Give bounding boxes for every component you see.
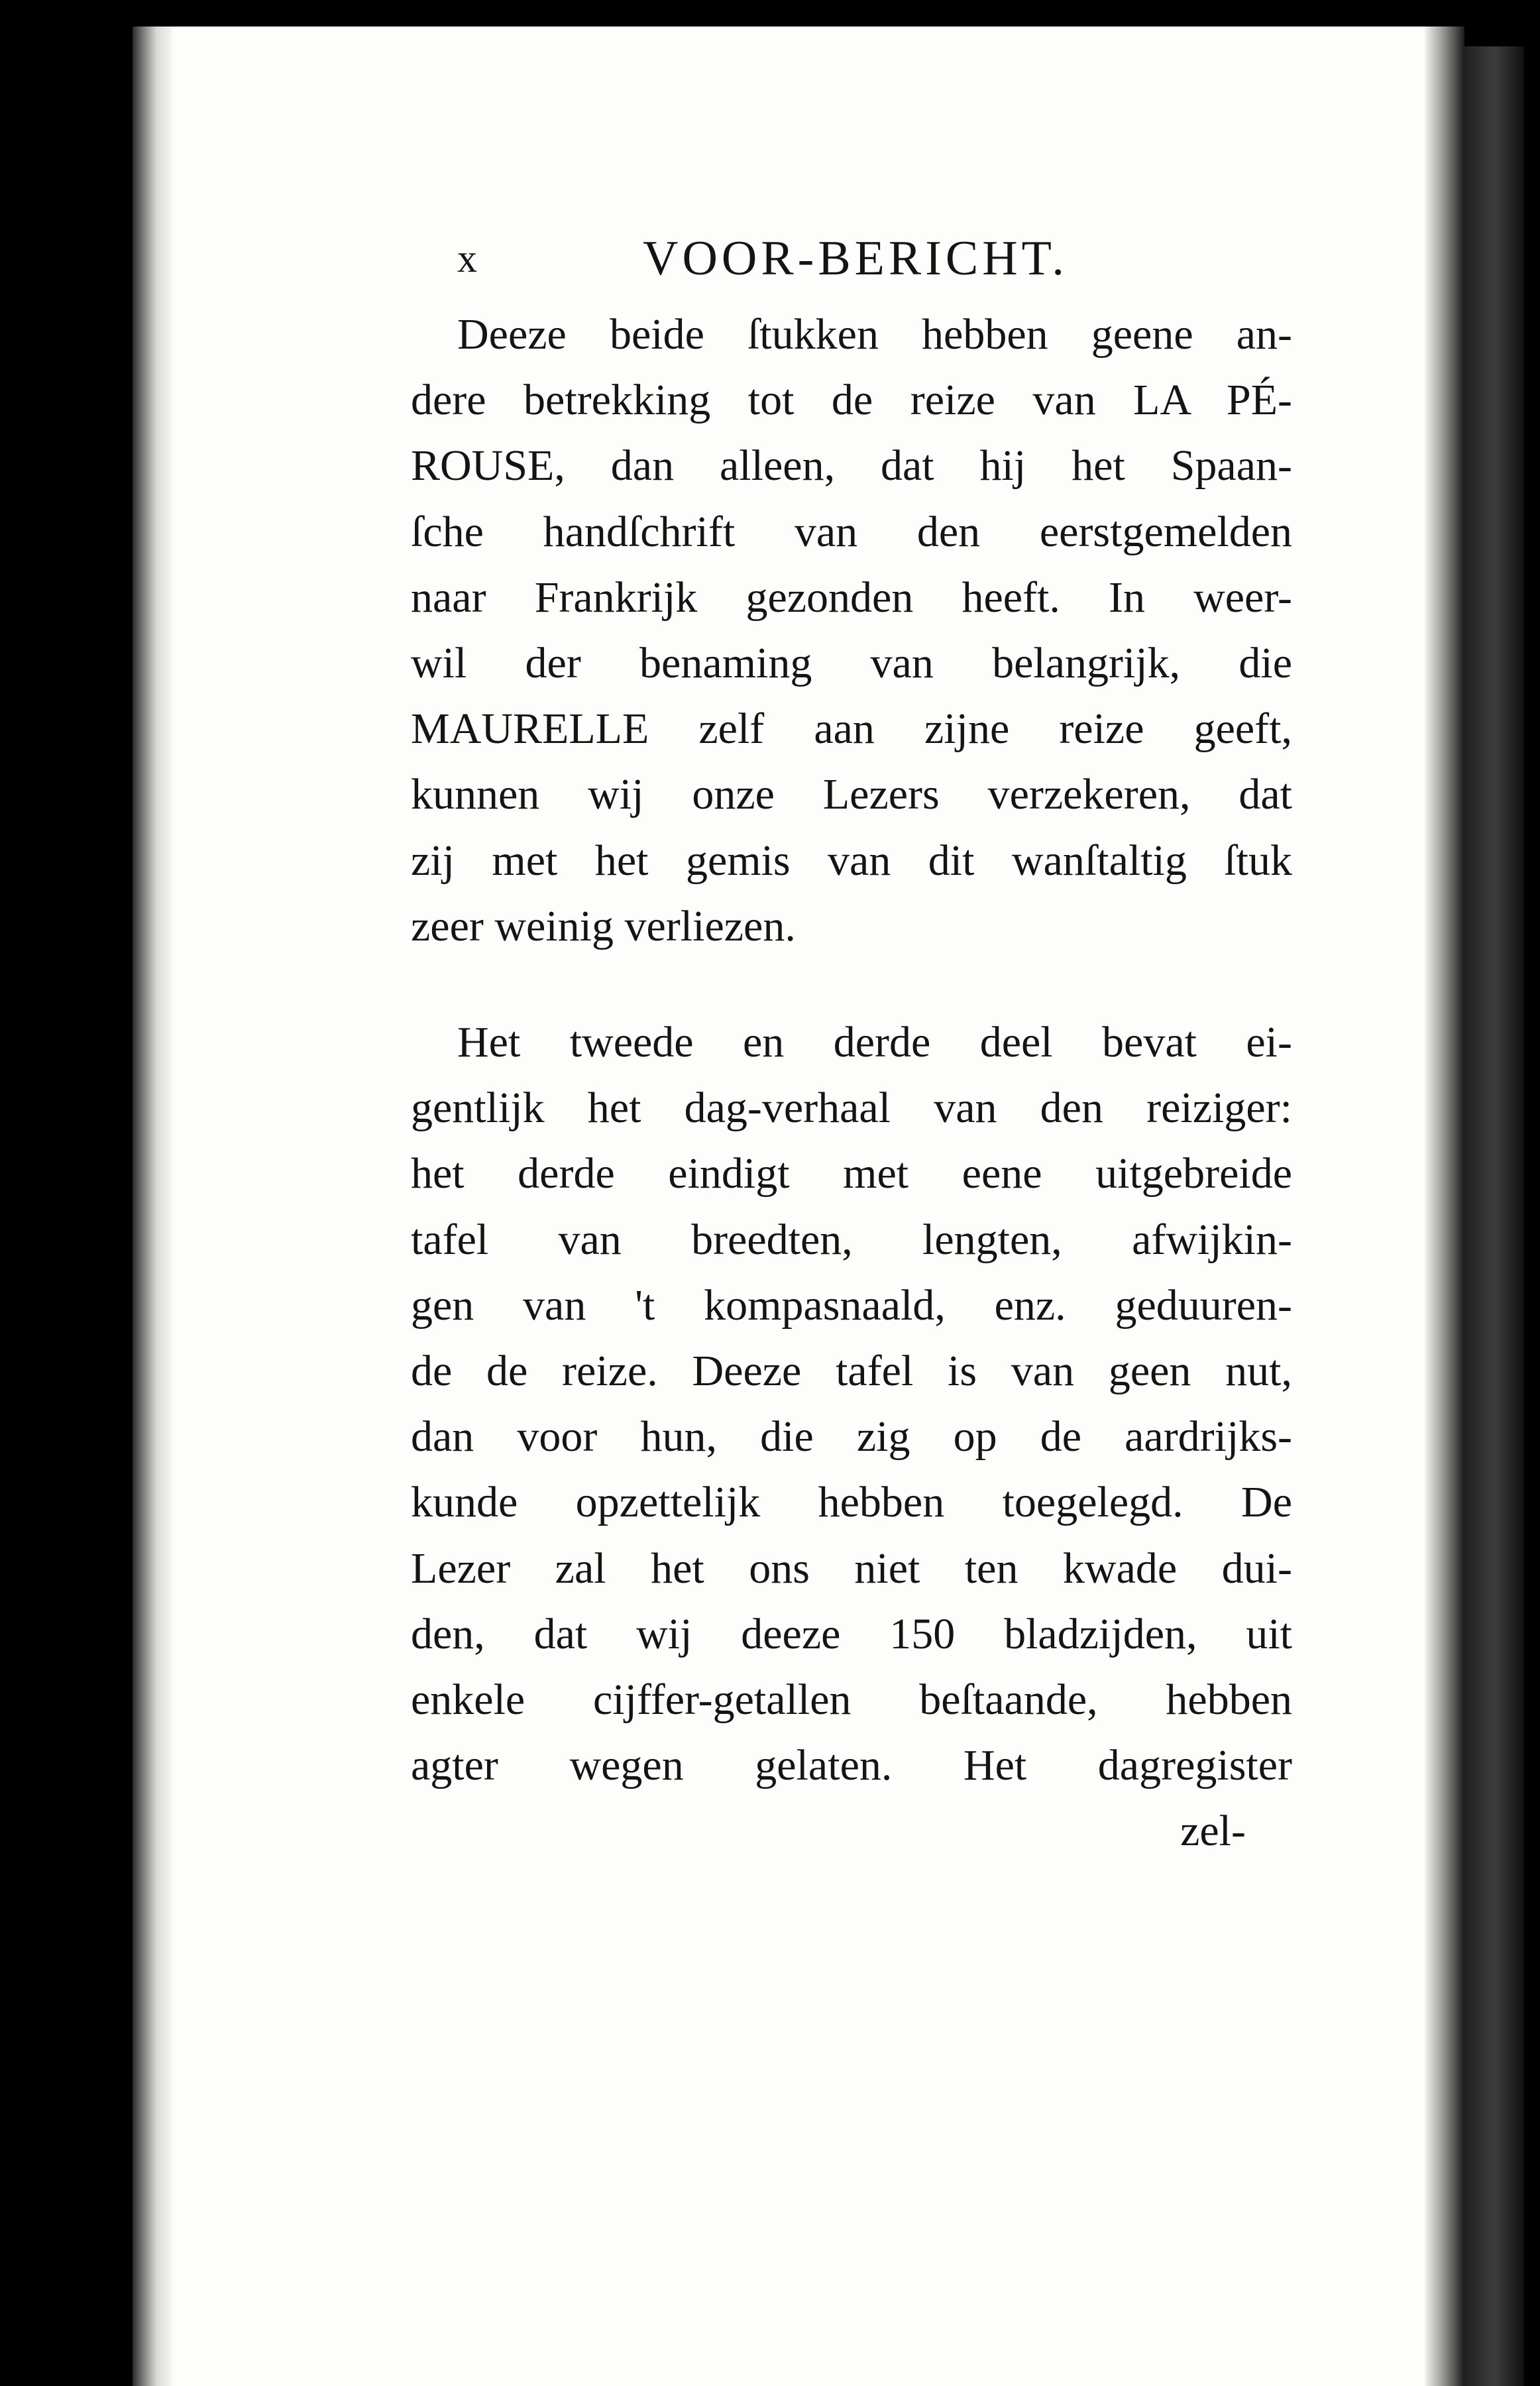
text-line: tafel van breedten, lengten, afwijkin- xyxy=(411,1215,1292,1264)
text-line: het derde eindigt met eene uitgebreide xyxy=(411,1149,1292,1198)
text-block xyxy=(411,229,1292,1864)
page-header xyxy=(411,229,1292,302)
text-line: Lezer zal het ons niet ten kwade dui- xyxy=(411,1544,1292,1593)
text-line: gentlijk het dag-verhaal van den reiziger: xyxy=(411,1084,1292,1133)
text-line: kunde opzettelijk hebben toegelegd. De xyxy=(411,1478,1292,1527)
page-number: x xyxy=(457,237,477,280)
text-line: dan voor hun, die zig op de aardrijks- xyxy=(411,1412,1292,1461)
text-line: dere betrekking tot de reize van LA PÉ- xyxy=(411,376,1292,425)
text-line: naar Frankrijk gezonden heeft. In weer- xyxy=(411,573,1292,622)
text-line: ſche handſchrift van den eerstgemelden xyxy=(411,507,1292,556)
page-edge-shadow xyxy=(1425,27,1464,2386)
text-line: enkele cijffer-getallen beſtaande, hebben xyxy=(411,1676,1292,1725)
text-line: Deeze beide ſtukken hebben geene an- xyxy=(457,310,1292,359)
text-line: ROUSE, dan alleen, dat hij het Spaan- xyxy=(411,441,1292,490)
text-line: zij met het gemis van dit wanſtaltig ſtuk xyxy=(411,836,1292,885)
running-head: VOOR-BERICHT. xyxy=(643,231,1068,286)
text-line: zeer weinig verliezen. xyxy=(411,901,796,950)
catchword: zel- xyxy=(1180,1807,1246,1856)
text-line: wil der benaming van belangrijk, die xyxy=(411,639,1292,688)
text-line: agter wegen gelaten. Het dagregister xyxy=(411,1741,1292,1790)
paragraph-2 xyxy=(411,1009,1292,1798)
binding-gutter xyxy=(133,27,172,2386)
text-line: MAURELLE zelf aan zijne reize geeft, xyxy=(411,705,1292,754)
text-line: gen van 't kompasnaald, enz. geduuren- xyxy=(411,1280,1292,1330)
paragraph-1 xyxy=(411,302,1292,959)
text-line: kunnen wij onze Lezers verzekeren, dat xyxy=(411,770,1292,819)
text-line: Het tweede en derde deel bevat ei- xyxy=(457,1018,1292,1067)
next-leaf-edge xyxy=(1464,46,1524,2386)
text-line: de de reize. Deeze tafel is van geen nut, xyxy=(411,1347,1292,1396)
text-line: den, dat wij deeze 150 bladzijden, uit xyxy=(411,1609,1292,1658)
